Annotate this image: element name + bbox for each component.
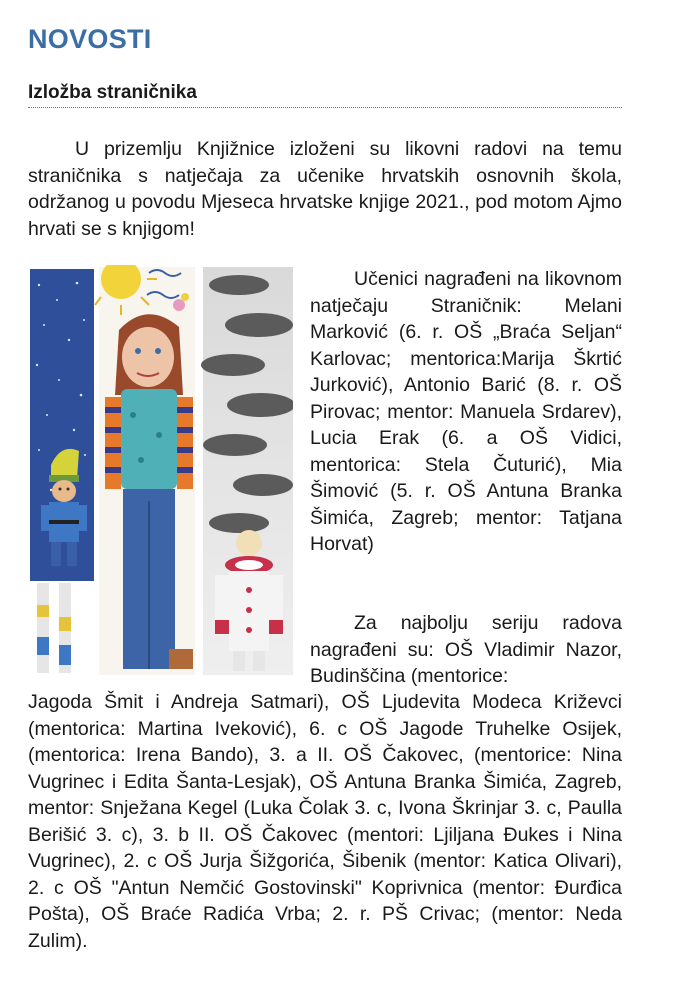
article-title[interactable]: Izložba straničnika (28, 82, 197, 103)
series-paragraph-start: Za najbolju seriju radova nagrađeni su: OŠ Vladimir Nazor, Budinščina (mentorice: (310, 612, 622, 687)
intro-paragraph: U prizemlju Knjižnice izloženi su likovni radovi na temu straničnika s natječaja za učenike hrvatskih osnovnih škola, održanog u povodu Mjeseca hrvatske knjige 2021., pod motom Ajmo hrvati se s knjigom! (28, 138, 622, 240)
bookmark-drawings-image (29, 265, 293, 677)
winners-block (310, 266, 622, 558)
elf-bookmark (29, 267, 95, 675)
winners-paragraph: Učenici nagrađeni na likovnom natječaju Straničnik: Melani Marković (6. r. OŠ „Braća Seljan“ Karlovac; mentorica:Marija Škrtić Jurković), Antonio Barić (8. r. OŠ Pirovac; mentor: Manuela Srdarev), Lucia Erak (6. a OŠ Vidici, mentorica: Stela Čuturić), Mia Šimović (5. r. OŠ Antuna Branka Šimića, Zagreb; mentor: Tatjana Horvat) (310, 268, 622, 555)
series-paragraph-continued: Jagoda Šmit i Andreja Satmari), OŠ Ljudevita Modeca Križevci (mentorica: Martina Iveković), 6. c OŠ Jagode Truhelke Osijek, (mentorica: Irena Bando), 3. a II. OŠ Čakovec, (mentorice: Nina Vugrinec i Edita Šanta-Lesjak), OŠ Antuna Branka Šimića, Zagreb, mentor: Snježana Kegel (Luka Čolak 3. c, Ivona Škrinjar 3. c, Paulla Berišić 3. c), 3. b II. OŠ Čakovec (mentori: Ljiljana Đukes i Nina Vugrinec), 2. c OŠ Jurja Šižgorića, Šibenik (mentor: Katica Olivari), 2. c OŠ "Antun Nemčić Gostovinski" Koprivnica (mentor: Đurđica Pošta), OŠ Braće Radića Vrba; 2. r. PŠ Crivac; (mentor: Neda Zulim). (28, 691, 622, 952)
clown-bookmark (201, 267, 293, 675)
title-divider (28, 107, 622, 108)
section-title: NOVOSTI (28, 24, 152, 54)
person-bookmark (95, 265, 195, 675)
